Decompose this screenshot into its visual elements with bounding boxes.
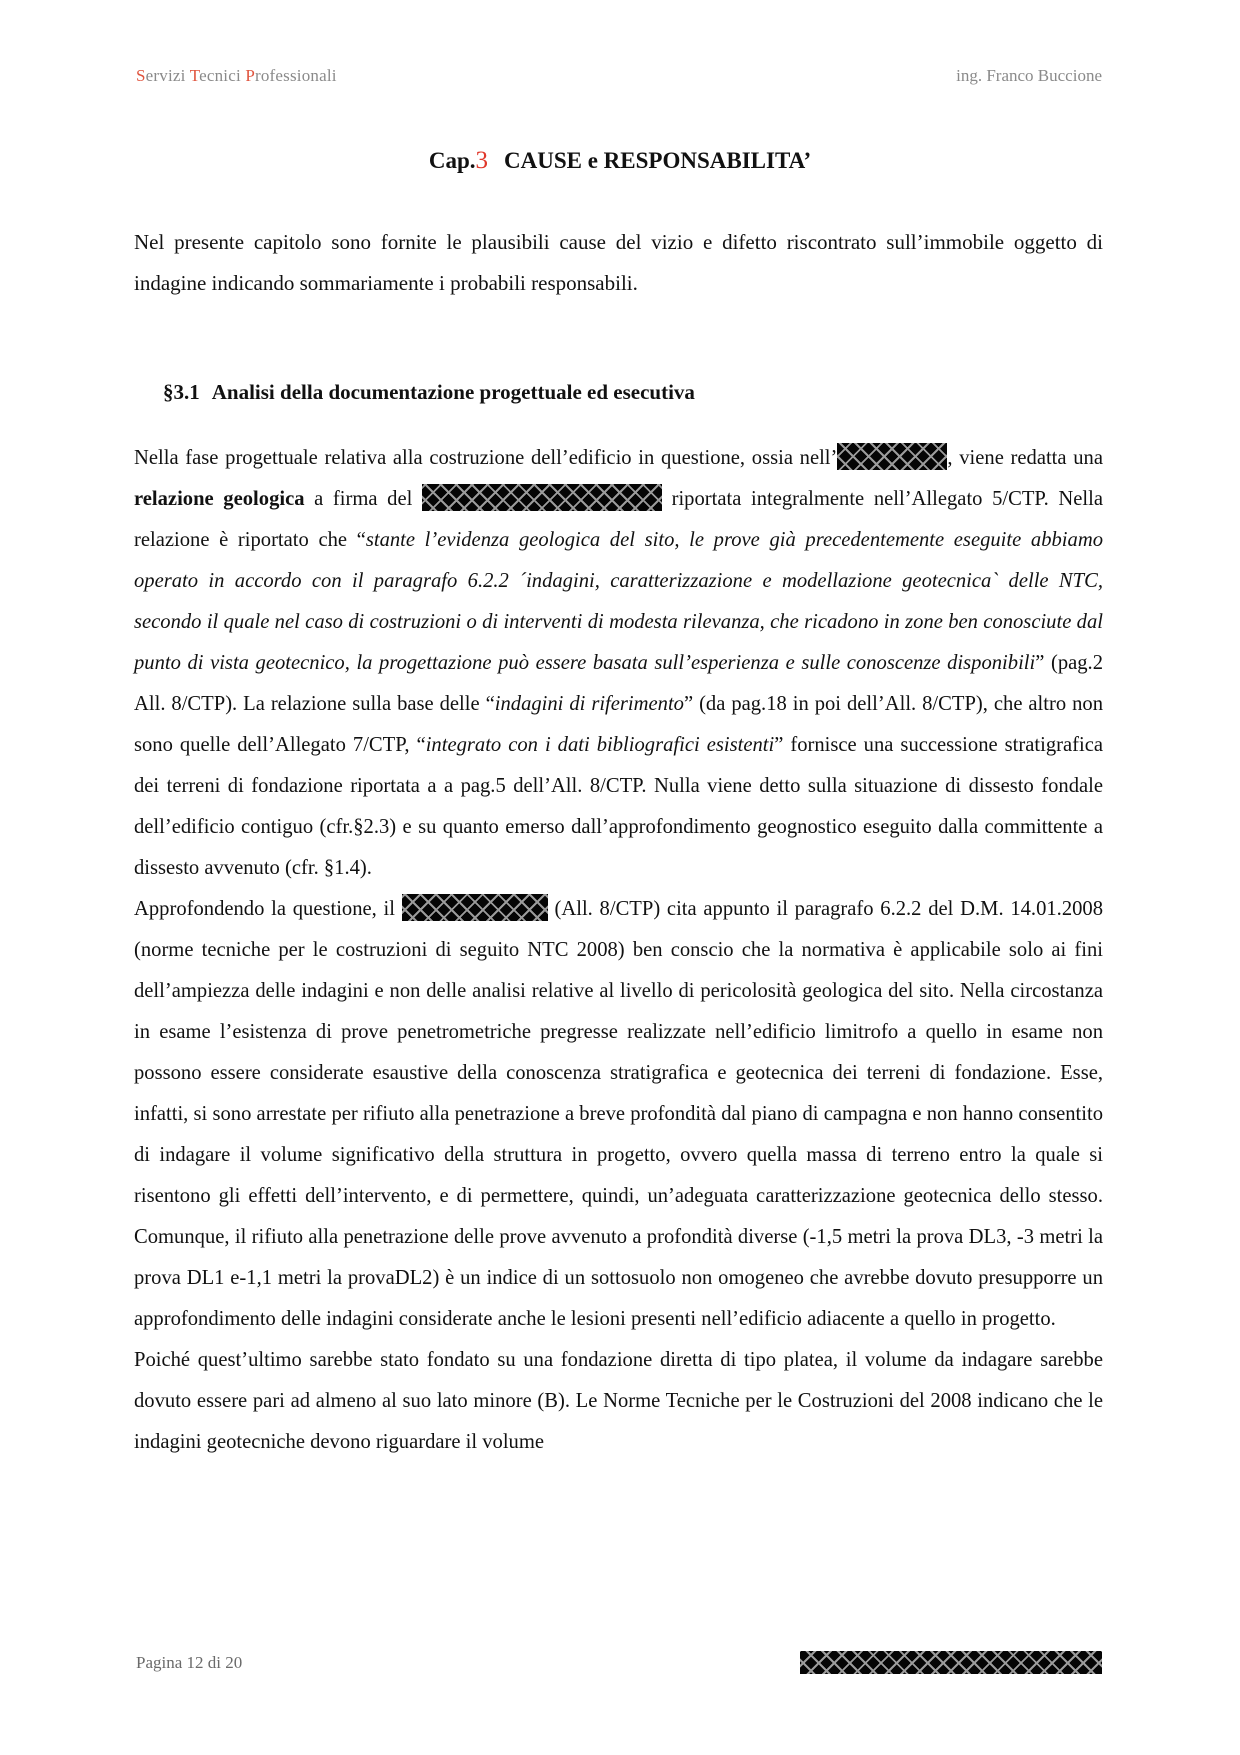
text-run: ” fornisce una successione stratigrafica dei terreni di fondazione riportata a a pag.5 dell’All. 8/CTP. Nulla viene detto sulla situazione di dissesto fondale dell’edificio contiguo (cfr.§2.3) e su quanto emerso dall’approfondimento geognostico eseguito dalla committente a dissesto avvenuto (cfr. §1.4). [134, 734, 1103, 879]
redacted-name [837, 443, 947, 470]
header-name-part: rofessionali [255, 66, 337, 85]
header-name-part: T [189, 66, 200, 85]
chapter-title [0, 147, 1240, 175]
text-run: a firma del [304, 488, 422, 510]
header-company-name [136, 66, 337, 86]
section-heading [163, 380, 695, 405]
header-name-part: P [245, 66, 255, 85]
page-footer [136, 1651, 1102, 1677]
section-title: Analisi della documentazione progettuale ed esecutiva [211, 380, 695, 404]
quoted-text: integrato con i dati bibliografici esistenti [425, 734, 775, 756]
text-run: riportata integralmente nell’Allegato 5/CTP. Nella relazione è riportato che “ [134, 488, 1103, 551]
page-header [136, 66, 1102, 90]
quoted-text: stante l’evidenza geologica del sito, le prove già precedentemente eseguite abbiamo operato in accordo con il paragrafo 6.2.2 ´indagini, caratterizzazione e modellazione geotecnica` delle NTC, secondo il quale nel caso di costruzioni o di interventi di modesta rilevanza, che ricadono in zone ben conosciute dal punto di vista geotecnico, la progettazione può essere basata sull’esperienza e sulle conoscenze disponibili [134, 529, 1103, 674]
text-run: Poiché quest’ultimo sarebbe stato fondato su una fondazione diretta di tipo platea, il volume da indagare sarebbe dovuto essere pari ad almeno al suo lato minore (B). Le Norme Tecniche per le Costruzioni del 2008 indicano che le indagini geotecniche devono riguardare il volume [134, 1349, 1103, 1453]
section-number: §3.1 [163, 380, 200, 404]
text-run: , viene redatta una [947, 447, 1103, 469]
header-name-part: ervizi [145, 66, 190, 85]
chapter-heading: CAUSE e RESPONSABILITA’ [504, 148, 812, 173]
bold-text: relazione geologica [134, 488, 305, 510]
header-name-part: S [136, 66, 146, 85]
text-run: Nella fase progettuale relativa alla costruzione dell’edificio in questione, ossia nell’ [134, 447, 838, 469]
footer-redaction [800, 1651, 1102, 1674]
page-number: Pagina 12 di 20 [136, 1653, 243, 1672]
text-run: (All. 8/CTP) cita appunto il paragrafo 6.2.2 del D.M. 14.01.2008 (norme tecniche per le costruzioni di seguito NTC 2008) ben conscio che la normativa è applicabile solo ai fini dell’ampiezza delle indagini e non delle analisi relative al livello di pericolosità geologica del sito. Nella circostanza in esame l’esistenza di prove penetrometriche pregresse realizzate nell’edificio limitrofo a quello in esame non possono essere considerate esaustive della conoscenza stratigrafica e geotecnica dei terreni di fondazione. Esse, infatti, si sono arrestate per rifiuto alla penetrazione a breve profondità dal piano di campagna e non hanno consentito di indagare il volume significativo della struttura in progetto, ovvero quella massa di terreno entro la quale si risentono gli effetti dell’intervento, e di permettere, quindi, un’adeguata caratterizzazione geotecnica dello stesso. Comunque, il rifiuto alla penetrazione delle prove avvenuto a profondità diverse (-1,5 metri la prova DL3, -3 metri la prova DL1 e-1,1 metri la provaDL2) è un indice di un sottosuolo non omogeneo che avrebbe dovuto presupporre un approfondimento delle indagini considerate anche le lesioni presenti nell’edificio adiacente a quello in progetto. [134, 898, 1104, 1330]
intro-paragraph: Nel presente capitolo sono fornite le plausibili cause del vizio e difetto riscontrato sull’immobile oggetto di indagine indicando sommariamente i probabili responsabili. [134, 230, 1103, 295]
redacted-name [402, 894, 548, 921]
body-paragraph [134, 438, 1103, 889]
body-text [134, 438, 1103, 1463]
text-run: Approfondendo la questione, il [134, 898, 402, 920]
quoted-text: indagini di riferimento [494, 693, 684, 715]
text-run: ” (da pag.18 in poi dell’All. 8/CTP), che altro non sono quelle dell’Allegato 7/CTP, “ [134, 693, 1103, 756]
text-run: ” (pag.2 All. 8/CTP). La relazione sulla base delle “ [134, 652, 1104, 715]
header-author: ing. Franco Buccione [956, 66, 1102, 85]
header-name-part: ecnici [199, 66, 246, 85]
body-paragraph [134, 1340, 1103, 1463]
redacted-name [422, 484, 662, 511]
body-paragraph [134, 889, 1103, 1340]
chapter-number: 3 [475, 147, 488, 174]
chapter-prefix: Cap. [428, 148, 476, 173]
